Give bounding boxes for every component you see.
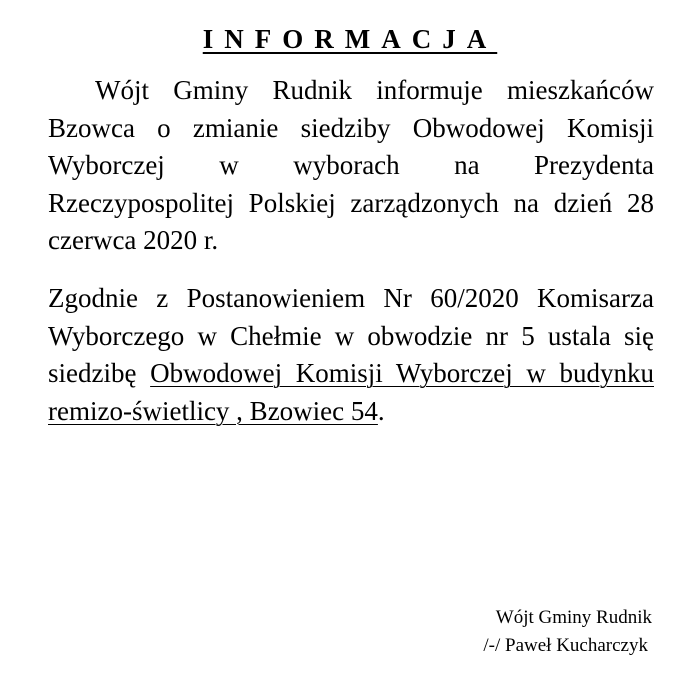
signature-name: /-/ Paweł Kucharczyk xyxy=(483,635,648,656)
paragraph-decision-period: . xyxy=(377,395,385,426)
paragraph-decision xyxy=(48,280,654,430)
title-text: INFORMACJA xyxy=(202,24,498,54)
polling-station-location: Obwodowej Komisji Wyborczej w budynku remizo-świetlicy , Bzowiec 54 xyxy=(48,358,654,426)
document-title xyxy=(0,22,700,56)
paragraph-decision-text: Zgodnie z Postanowieniem Nr 60/2020 Komisarza Wyborczego w Chełmie w obwodzie nr 5 ustala się siedzibę xyxy=(48,283,654,388)
signature-title: Wójt Gminy Rudnik xyxy=(495,607,652,628)
paragraph-announcement: Wójt Gminy Rudnik informuje mieszkańców Bzowca o zmianie siedziby Obwodowej Komisji Wyborczej w wyborach na Prezydenta Rzeczypospolitej Polskiej zarządzonych na dzień 28 czerwca 2020 r. xyxy=(48,75,654,255)
